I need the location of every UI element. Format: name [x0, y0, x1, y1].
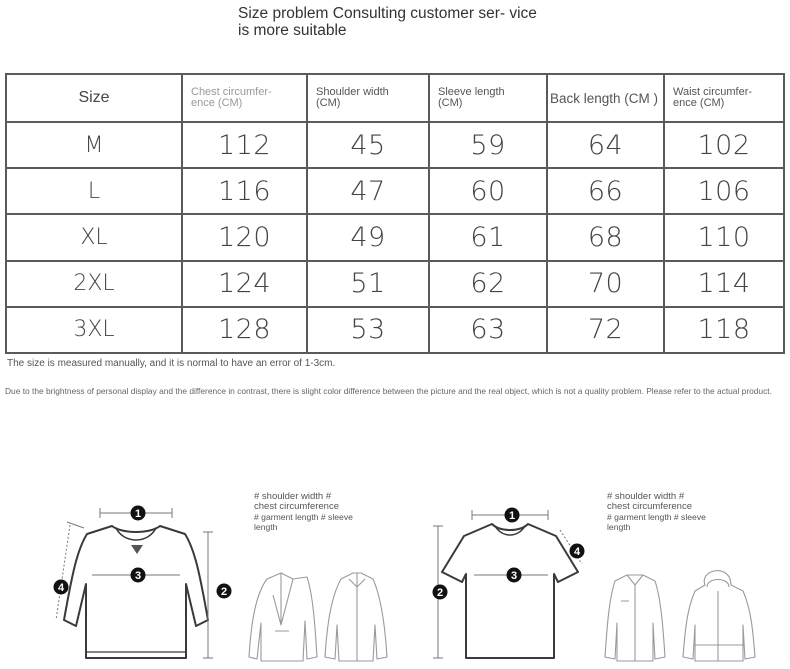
legend-left-line4: length	[254, 522, 278, 532]
table-row	[6, 261, 784, 307]
sleeve-cell: 62	[429, 261, 547, 307]
measure-lines	[433, 510, 582, 658]
marker-2	[217, 584, 232, 599]
size-cell: XL	[6, 214, 182, 260]
legend-right-line2: chest circumference	[607, 501, 693, 512]
legend-right-line1: # shoulder width #	[607, 491, 685, 502]
blazer-icon	[249, 573, 317, 661]
shoulder-cell: 45	[307, 122, 429, 168]
table-header-row	[6, 74, 784, 122]
jacket-icon	[325, 573, 387, 661]
sleeve-cell: 60	[429, 168, 547, 214]
header-size: Size	[6, 74, 182, 122]
back-length-cell: 72	[547, 307, 664, 353]
marker-3	[507, 568, 522, 583]
legend-left-line3: # garment length # sleeve	[254, 512, 353, 522]
legend-right-line3: # garment length # sleeve	[607, 512, 706, 522]
sweatshirt-measure-diagram	[0, 480, 250, 669]
header-sleeve-label: Sleeve length (CM)	[438, 86, 505, 109]
marker-1	[131, 506, 146, 521]
tshirt-measure-diagram	[420, 480, 600, 669]
marker-1-label: 1	[134, 508, 142, 520]
size-cell: L	[6, 168, 182, 214]
header-sleeve	[429, 74, 547, 122]
waist-cell: 114	[664, 261, 784, 307]
legend-right-line4: length	[607, 522, 631, 532]
header-waist	[664, 74, 784, 122]
chest-cell: 128	[182, 307, 307, 353]
table-row	[6, 214, 784, 260]
header-back-length	[547, 74, 664, 122]
waist-cell: 110	[664, 214, 784, 260]
header-shoulder	[307, 74, 429, 122]
shirt-hoodie-icons	[595, 565, 765, 665]
marker-4-label: 4	[573, 546, 581, 558]
chest-cell: 116	[182, 168, 307, 214]
sleeve-cell: 61	[429, 214, 547, 260]
sleeve-cell: 63	[429, 307, 547, 353]
marker-2-label: 2	[220, 586, 228, 598]
marker-2	[433, 585, 448, 600]
marker-3-label: 3	[134, 570, 142, 582]
size-cell: M	[6, 122, 182, 168]
marker-2-label: 2	[436, 587, 444, 599]
back-length-cell: 66	[547, 168, 664, 214]
header-chest	[182, 74, 307, 122]
shirt-icon	[605, 575, 665, 661]
marker-4	[570, 544, 585, 559]
shoulder-cell: 49	[307, 214, 429, 260]
legend-left-line2: chest circumference	[254, 501, 340, 512]
shoulder-cell: 53	[307, 307, 429, 353]
table-row	[6, 307, 784, 353]
chest-cell: 124	[182, 261, 307, 307]
back-length-cell: 70	[547, 261, 664, 307]
table-row	[6, 168, 784, 214]
chest-cell: 112	[182, 122, 307, 168]
marker-3	[131, 568, 146, 583]
hoodie-icon	[683, 571, 755, 661]
shoulder-cell: 47	[307, 168, 429, 214]
header-waist-label: Waist circumfer- ence (CM)	[673, 86, 753, 109]
shoulder-cell: 51	[307, 261, 429, 307]
chest-cell: 120	[182, 214, 307, 260]
headline: Size problem Consulting customer ser- vice is more suitable	[238, 5, 537, 39]
marker-1	[505, 508, 520, 523]
marker-1-label: 1	[508, 510, 516, 522]
header-shoulder-label: Shoulder width (CM)	[316, 86, 389, 109]
measure-lines	[56, 508, 213, 658]
waist-cell: 102	[664, 122, 784, 168]
legend-right	[607, 492, 747, 532]
blazer-jacket-icons	[245, 565, 395, 665]
legend-left-line1: # shoulder width #	[254, 491, 332, 502]
tshirt-outline	[442, 524, 578, 658]
header-chest-label: Chest circumfer- ence (CM)	[191, 86, 272, 109]
back-length-cell: 68	[547, 214, 664, 260]
marker-3-label: 3	[510, 570, 518, 582]
header-back-length-label: Back length (CM )	[550, 90, 659, 106]
marker-4	[54, 580, 69, 595]
size-cell: 3XL	[6, 307, 182, 353]
marker-4-label: 4	[57, 582, 65, 594]
color-disclaimer: Due to the brightness of personal display and the difference in contrast, there is slight color difference between the picture and the real object, which is not a quality problem. Please refer to the actual product.	[5, 386, 772, 396]
size-cell: 2XL	[6, 261, 182, 307]
table-row	[6, 122, 784, 168]
waist-cell: 106	[664, 168, 784, 214]
legend-left	[254, 492, 394, 532]
size-chart-table	[5, 73, 785, 354]
sleeve-cell: 59	[429, 122, 547, 168]
waist-cell: 118	[664, 307, 784, 353]
back-length-cell: 64	[547, 122, 664, 168]
measurement-note: The size is measured manually, and it is normal to have an error of 1-3cm.	[7, 358, 336, 369]
